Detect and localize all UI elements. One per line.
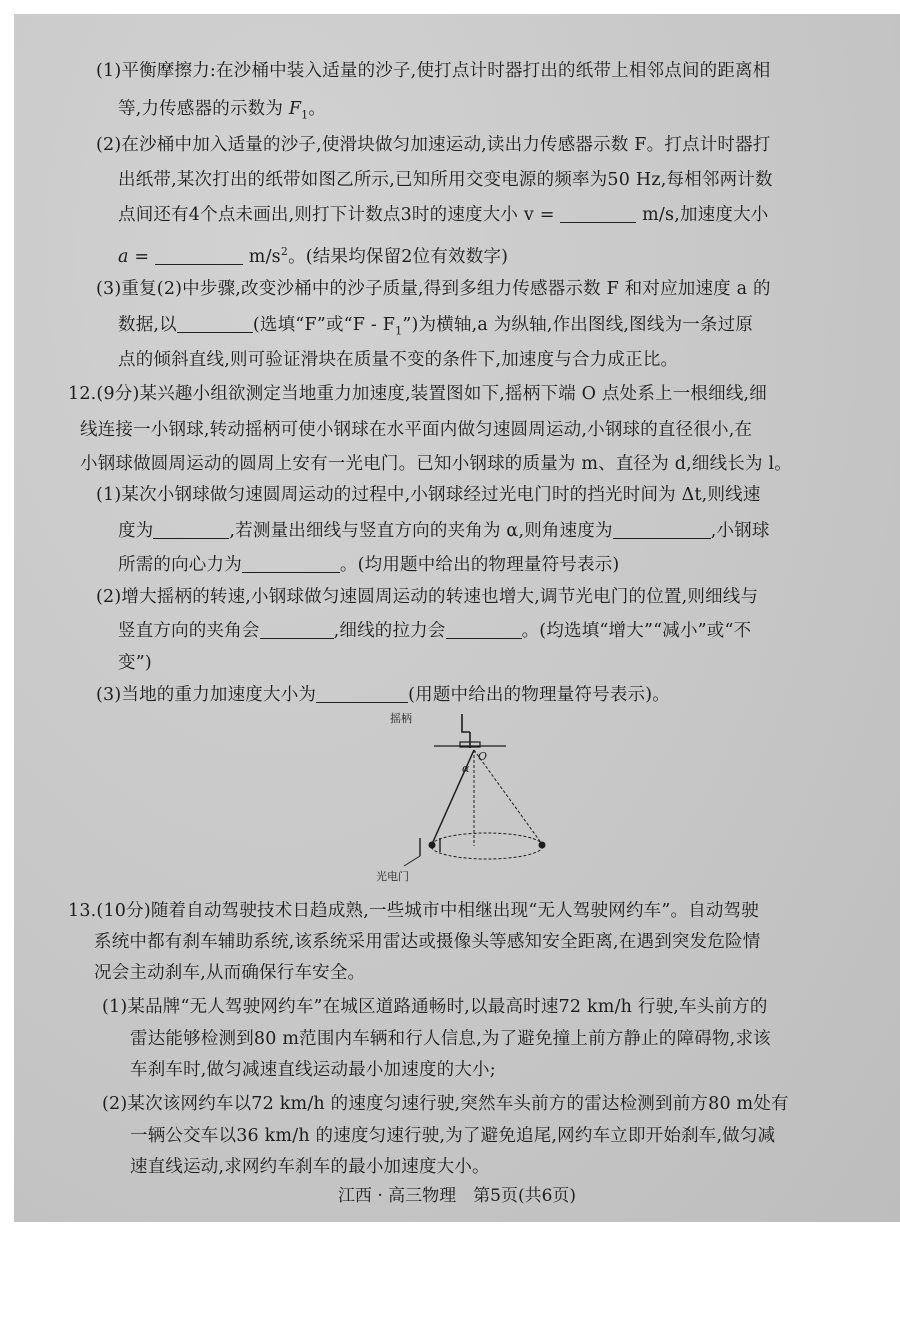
q12-stem-line3: 小钢球做圆周运动的圆周上安有一光电门。已知小钢球的质量为 m、直径为 d,细线长为 l。 [80,454,792,474]
q13-part1-line3: 车刹车时,做匀减速直线运动最小加速度的大小; [130,1060,496,1080]
q12-part2-line1: (2)增大摇柄的转速,小钢球做匀速圆周运动的转速也增大,调节光电门的位置,则细线与 [96,587,759,607]
q11-part1-text: 等,力传感器的示数为 [118,99,284,119]
axis-choice-suffix: ”)为横轴,a 为纵轴,作出图线,图线为一条过原 [402,315,754,335]
linear-speed-blank[interactable] [153,520,229,539]
q13-stem-line3: 况会主动刹车,从而确保行车安全。 [94,963,366,983]
q11-part2-line2: 出纸带,某次打出的纸带如图乙所示,已知所用交变电源的频率为50 Hz,每相邻两计数 [118,170,773,190]
accel-symbol: a = [118,246,150,267]
q11-part3-line1: (3)重复(2)中步骤,改变沙桶中的沙子质量,得到多组力传感器示数 F 和对应加速度 a 的 [96,279,771,299]
label-alpha: α [462,762,470,775]
steel-ball-ghost [539,842,546,849]
q11-part3-line2 [118,312,753,345]
q12-part1-line3 [118,552,619,578]
symbol-f: F [288,99,302,119]
q12-part1-line1: (1)某次小钢球做匀速圆周运动的过程中,小钢球经过光电门时的挡光时间为 Δt,则线速 [96,485,761,505]
q11-part3-line3: 点的倾斜直线,则可验证滑块在质量不变的条件下,加速度与合力成正比。 [118,350,679,370]
angle-change-blank[interactable] [260,620,334,639]
axis-choice-options: (选填“F”或“F - F [252,315,396,335]
option-note: 。(均选填“增大”“减小”或“不 [521,621,752,641]
gravity-note: (用题中给出的物理量符号表示)。 [408,685,670,705]
tension-change-prefix: ,细线的拉力会 [333,621,446,641]
q12-stem-line1: 12.(9分)某兴趣小组欲测定当地重力加速度,装置图如下,摇柄下端 O 点处系上一根细线,细 [68,384,767,404]
q11-part2-line3 [118,202,768,228]
accel-answer-blank[interactable] [155,246,243,265]
axis-choice-prefix: 数据,以 [118,315,177,335]
q12-part1-line2 [118,518,770,544]
precision-note: 。(结果均保留2位有效数字) [288,246,509,267]
photogate-leader [404,856,420,866]
label-photogate: 光电门 [376,870,409,883]
subscript-1: 1 [301,108,309,122]
q13-stem-line1: 13.(10分)随着自动驾驶技术日趋成熟,一些城市中相继出现“无人驾驶网约车”。自动驾驶 [68,901,760,921]
crank-handle [462,714,470,732]
gravity-blank[interactable] [316,684,408,703]
q13-part2-line1: (2)某次该网约车以72 km/h 的速度匀速行驶,突然车头前方的雷达检测到前方80 m处有 [102,1094,789,1114]
q12-stem-line2: 线连接一小钢球,转动摇柄可使小钢球在水平面内做匀速圆周运动,小钢球的直径很小,在 [80,420,753,440]
angular-speed-text: ,若测量出细线与竖直方向的夹角为 α,则角速度为 [229,521,613,541]
q11-part1-line2 [118,96,326,129]
steel-ball [429,842,436,849]
conical-pendulum-figure [374,704,574,894]
q13-part2-line3: 速直线运动,求网约车刹车的最小加速度大小。 [130,1157,490,1177]
tension-change-blank[interactable] [446,620,522,639]
circular-path [431,833,543,859]
label-handle: 摇柄 [390,712,412,725]
angular-speed-blank[interactable] [613,520,711,539]
q13-part1-line1: (1)某品牌“无人驾驶网约车”在城区道路通畅时,以最高时速72 km/h 行驶,车头前方的 [102,997,768,1017]
velocity-unit: m/s,加速度大小 [642,205,769,225]
period: 。 [308,99,327,119]
axis-choice-blank[interactable] [177,314,253,333]
q11-part1-line1: (1)平衡摩擦力:在沙桶中装入适量的沙子,使打点计时器打出的纸带上相邻点间的距离相 [96,61,771,81]
angle-change-prefix: 竖直方向的夹角会 [118,621,260,641]
q12-part2-line3: 变”) [118,653,152,673]
q13-part1-line2: 雷达能够检测到80 m范围内车辆和行人信息,为了避免撞上前方静止的障碍物,求该 [130,1029,771,1049]
gravity-prefix: (3)当地的重力加速度大小为 [96,685,317,705]
string-dashed [474,750,542,844]
exam-page [14,14,900,1222]
q13-part2-line2: 一辆公交车以36 km/h 的速度匀速行驶,为了避免追尾,网约车立即开始刹车,做匀减 [130,1126,776,1146]
velocity-answer-blank[interactable] [560,204,636,223]
accel-unit: m/s [248,246,281,267]
velocity-question: 点间还有4个点未画出,则打下计数点3时的速度大小 v = [118,205,555,225]
linear-speed-prefix: 度为 [118,521,154,541]
symbol-note: 。(均用题中给出的物理量符号表示) [339,555,620,575]
centripetal-force-prefix: 所需的向心力为 [118,555,242,575]
q13-stem-line2: 系统中都有刹车辅助系统,该系统采用雷达或摄像头等感知安全距离,在遇到突发危险情 [94,932,761,952]
ball-text: ,小钢球 [710,521,770,541]
q11-part2-line4 [118,239,508,270]
centripetal-force-blank[interactable] [242,554,340,573]
label-o: O [478,750,488,763]
page-footer: 江西 · 高三物理 第5页(共6页) [337,1186,577,1206]
q11-part2-line1: (2)在沙桶中加入适量的沙子,使滑块做匀加速运动,读出力传感器示数 F。打点计时器打 [96,135,771,155]
superscript-2: 2 [280,245,289,258]
q12-part2-line2 [118,618,751,644]
subscript-1b: 1 [395,324,403,338]
